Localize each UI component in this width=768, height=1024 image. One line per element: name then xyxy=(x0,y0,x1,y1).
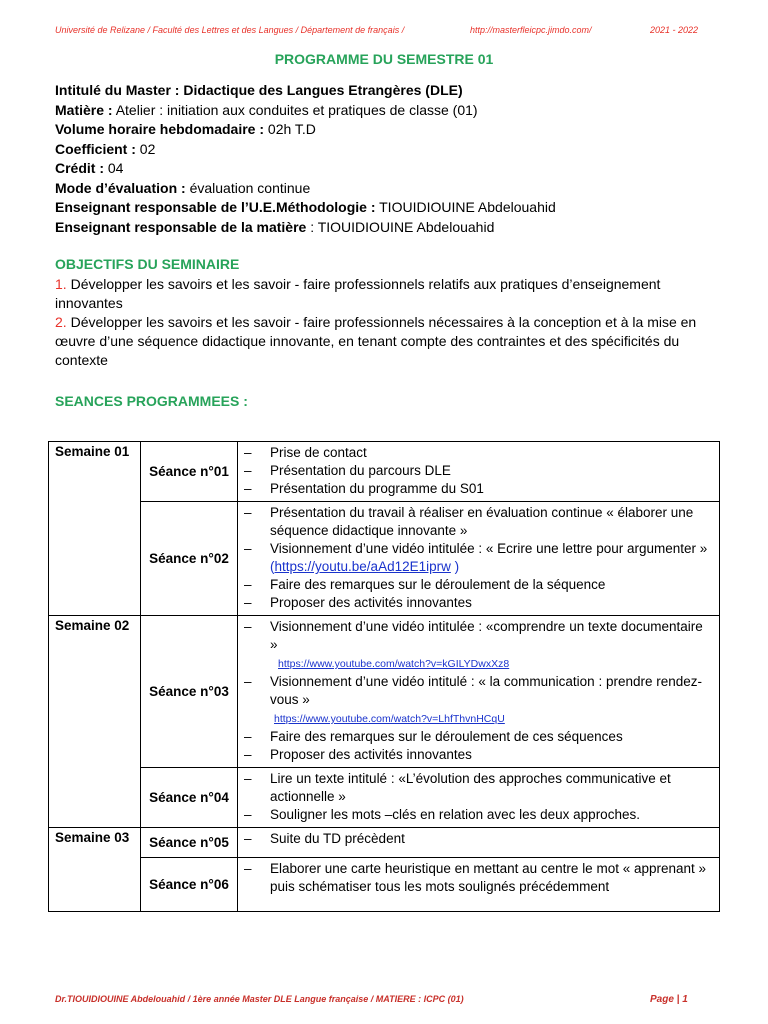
list-item: – Proposer des activités innovantes xyxy=(244,747,472,762)
page-title: PROGRAMME DU SEMESTRE 01 xyxy=(274,51,494,67)
list-item: – Visionnement d’une vidéo intitulée : « Ecrire une lettre pour argumenter » (https://youtu.be/aAd12E1iprw ) xyxy=(244,541,708,574)
list-item: – Visionnement d’une vidéo intitulée : «comprendre un texte documentaire » https://www.youtube.com/watch?v=kGILYDwxXz8 xyxy=(244,619,703,670)
week-cell: Semaine 03 xyxy=(49,828,141,912)
list-item: – Suite du TD précèdent xyxy=(244,831,405,846)
list-item: – Souligner les mots –clés en relation avec les deux approches. xyxy=(244,807,640,822)
master-title: Intitulé du Master : Didactique des Langues Etrangères (DLE) xyxy=(55,82,463,98)
header-year: 2021 - 2022 xyxy=(650,25,699,35)
objectif-item xyxy=(55,313,715,370)
mode-label: Mode d’évaluation : xyxy=(55,179,186,196)
session-content xyxy=(238,442,720,502)
ue-responsible-label: Enseignant responsable de l’U.E.Méthodologie : xyxy=(55,199,376,215)
credit-label: Crédit : xyxy=(55,160,104,176)
week-cell: Semaine 01 xyxy=(49,442,141,616)
table-row xyxy=(49,828,720,858)
session-cell: Séance n°03 xyxy=(141,616,238,768)
list-item: – Présentation du parcours DLE xyxy=(244,463,451,478)
volume-label: Volume horaire hebdomadaire : xyxy=(55,121,265,137)
session-cell: Séance n°05 xyxy=(141,828,238,858)
session-cell: Séance n°01 xyxy=(141,442,238,502)
coefficient-label: Coefficient : xyxy=(55,140,136,157)
ue-responsible-value: TIOUIDIOUINE Abdelouahid xyxy=(375,199,556,215)
video-link[interactable]: https://www.youtube.com/watch?v=kGILYDwxXz8 xyxy=(278,658,510,670)
session-content xyxy=(238,828,720,858)
matiere-value: Atelier : initiation aux conduites et pratiques de classe (01) xyxy=(112,101,478,118)
objectifs-list xyxy=(55,275,715,370)
schedule-table xyxy=(48,441,720,912)
table-row xyxy=(49,616,720,768)
list-item: – Elaborer une carte heuristique en mettant au centre le mot « apprenant » puis schématiser tous les mots soulignés précédemment xyxy=(244,861,707,894)
coefficient-value: 02 xyxy=(135,140,156,157)
video-link[interactable]: https://youtu.be/aAd12E1iprw xyxy=(274,559,451,574)
table-row xyxy=(49,502,720,616)
footer-info: Dr.TIOUIDIOUINE Abdelouahid / 1ère année Master DLE Langue française / MATIERE : ICPC (01) xyxy=(55,994,464,1004)
list-item: – Visionnement d’une vidéo intitulé : « la communication : prendre rendez-vous » https://www.youtube.com/watch?v=LhfThvnHCqU xyxy=(244,674,702,725)
objectif-number: 2. xyxy=(55,314,67,330)
header-url[interactable]: http://masterfleicpc.jimdo.com/ xyxy=(470,25,592,35)
matiere-label: Matière : xyxy=(55,101,113,118)
matiere-responsible-label: Enseignant responsable de la matière xyxy=(55,218,307,235)
session-cell: Séance n°02 xyxy=(141,502,238,616)
mode-value: évaluation continue xyxy=(185,179,311,196)
objectif-item xyxy=(55,275,715,313)
session-content xyxy=(238,502,720,616)
volume-value: 02h T.D xyxy=(264,121,316,137)
week-cell: Semaine 02 xyxy=(49,616,141,828)
session-content xyxy=(238,616,720,768)
page-number: Page | 1 xyxy=(650,994,688,1005)
list-item: – Prise de contact xyxy=(244,445,367,460)
video-link[interactable]: https://www.youtube.com/watch?v=LhfThvnHCqU xyxy=(274,713,505,725)
objectif-number: 1. xyxy=(55,276,67,292)
session-content xyxy=(238,858,720,912)
course-info xyxy=(55,81,735,237)
objectif-text: Développer les savoirs et les savoir - faire professionnels nécessaires à la conception et à la mise en œuvre d’une séquence didactique innovante, en tenant compte des contraintes et des spécificités du contexte xyxy=(55,314,697,368)
objectif-text: Développer les savoirs et les savoir - faire professionnels relatifs aux pratiques d’enseignement innovantes xyxy=(55,276,661,311)
list-item: – Faire des remarques sur le déroulement de la séquence xyxy=(244,577,606,592)
table-row xyxy=(49,442,720,502)
table-row xyxy=(49,768,720,828)
list-item: – Présentation du programme du S01 xyxy=(244,481,484,496)
credit-value: 04 xyxy=(104,160,124,176)
session-content xyxy=(238,768,720,828)
objectifs-heading: OBJECTIFS DU SEMINAIRE xyxy=(55,256,240,272)
list-item: – Proposer des activités innovantes xyxy=(244,595,472,610)
table-row xyxy=(49,858,720,912)
list-item: – Faire des remarques sur le déroulement de ces séquences xyxy=(244,729,623,744)
header-institution: Université de Relizane / Faculté des Lettres et des Langues / Département de français / xyxy=(55,25,405,35)
session-cell: Séance n°04 xyxy=(141,768,238,828)
session-cell: Séance n°06 xyxy=(141,858,238,912)
list-item: – Lire un texte intitulé : «L’évolution des approches communicative et actionnelle » xyxy=(244,771,671,804)
seances-heading: SEANCES PROGRAMMEES : xyxy=(55,393,248,409)
list-item: – Présentation du travail à réaliser en évaluation continue « élaborer une séquence didactique innovante » xyxy=(244,505,694,538)
matiere-responsible-value: : TIOUIDIOUINE Abdelouahid xyxy=(306,218,495,235)
